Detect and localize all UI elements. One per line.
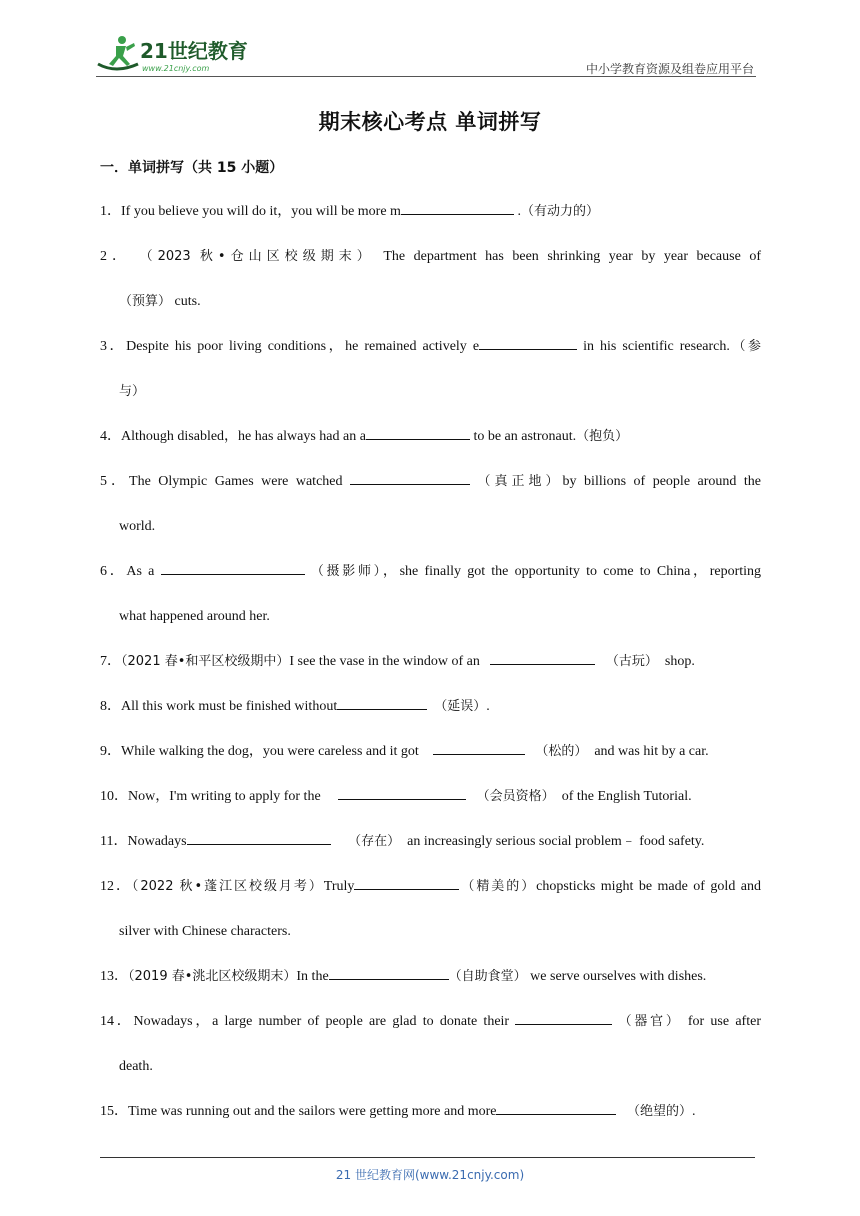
chinese-hint: （器官） (618, 1014, 682, 1029)
chinese-hint: （2022 秋•蓬江区校级月考） (131, 879, 324, 894)
chinese-hint: （真正地） (477, 474, 563, 489)
chinese-hint: （参 (729, 339, 761, 354)
question-4 (100, 414, 761, 459)
chinese-hint: 与） (119, 384, 146, 399)
question-line (100, 999, 761, 1044)
page-header (96, 34, 756, 78)
question-text: Truly (323, 879, 355, 894)
question-text: 2． (100, 249, 132, 264)
chinese-hint: （2019 春•洮北区校级期末） (128, 969, 297, 984)
question-text: shop. (664, 654, 695, 669)
answer-blank[interactable] (366, 426, 470, 440)
question-text: . (486, 699, 490, 714)
question-text: Although disabled，he has always had an a (121, 429, 366, 444)
question-line (100, 414, 761, 459)
question-6 (100, 549, 761, 639)
question-text: 13． (100, 969, 128, 984)
section-heading: 一．单词拼写（共 15 小题） (100, 160, 284, 176)
question-line (100, 504, 761, 549)
chinese-hint: （自助食堂） (448, 969, 527, 984)
chinese-hint: （古玩） (605, 654, 658, 669)
question-text: In the (296, 969, 329, 984)
question-text: world. (119, 519, 156, 534)
question-text: While walking the dog，you were careless and it got (121, 744, 419, 759)
chinese-hint: （存在） (348, 834, 401, 849)
answer-blank[interactable] (161, 561, 305, 575)
answer-blank[interactable] (329, 966, 449, 980)
question-7 (100, 639, 761, 684)
question-text: 1． (100, 204, 121, 219)
footer-source[interactable]: 21 世纪教育网(www.21cnjy.com) (335, 1168, 525, 1182)
question-text: If you believe you will do it，you will be more m (121, 204, 401, 219)
question-text: Now，I'm writing to apply for the (128, 789, 321, 804)
question-text: . (691, 1104, 696, 1119)
question-text: cuts. (171, 294, 201, 309)
chinese-hint: （精美的） (459, 879, 537, 894)
chinese-hint: （有动力的） (520, 204, 599, 219)
question-text: 3． (100, 339, 127, 354)
answer-blank[interactable] (338, 786, 466, 800)
question-line (100, 234, 761, 279)
question-text: 5． (100, 474, 130, 489)
question-text: of the English Tutorial. (561, 789, 692, 804)
question-text: I see the vase in the window of an (289, 654, 480, 669)
question-text: 8． (100, 699, 121, 714)
chinese-hint: （2021 春•和平区校级期中） (121, 654, 290, 669)
question-text: Nowadays，a large number of people are glad to donate their (133, 1014, 510, 1029)
question-line (100, 279, 761, 324)
question-14 (100, 999, 761, 1089)
question-line (100, 819, 761, 864)
chinese-hint: （2023 秋•仓山区校级期末） (139, 249, 375, 264)
question-12 (100, 864, 761, 954)
question-text: by billions of people around the (562, 474, 762, 489)
question-text: 10． (100, 789, 128, 804)
question-text: ，she finally got the opportunity to come to China，reporting (382, 564, 762, 579)
question-line (100, 594, 761, 639)
question-text: silver with Chinese characters. (119, 924, 291, 939)
question-text: All this work must be finished without (121, 699, 338, 714)
question-text: Nowadays (127, 834, 187, 849)
question-text: 12． (100, 879, 132, 894)
question-text: for use after (687, 1014, 761, 1029)
question-text: 9． (100, 744, 121, 759)
chinese-hint: （预算） (119, 294, 172, 309)
answer-blank[interactable] (350, 471, 470, 485)
question-text: chopsticks might be made of gold and (536, 879, 761, 894)
answer-blank[interactable] (490, 651, 595, 665)
question-13 (100, 954, 761, 999)
footer-divider (100, 1157, 755, 1158)
question-text: 15． (100, 1104, 128, 1119)
platform-name: 中小学教育资源及组卷应用平台 (585, 62, 754, 76)
answer-blank[interactable] (496, 1101, 616, 1115)
question-5 (100, 459, 761, 549)
question-text: and was hit by a car. (594, 744, 709, 759)
question-text: what happened around her. (119, 609, 270, 624)
question-text: 4． (100, 429, 121, 444)
question-text: 14． (100, 1014, 134, 1029)
question-line (100, 909, 761, 954)
answer-blank[interactable] (354, 876, 459, 890)
question-text: Time was running out and the sailors were getting more and more (128, 1104, 497, 1119)
answer-blank[interactable] (187, 831, 331, 845)
question-line (100, 954, 761, 999)
page-title: 期末核心考点 单词拼写 (318, 110, 542, 134)
question-line (100, 1089, 761, 1134)
question-text: The department has been shrinking year by year because of (383, 249, 762, 264)
question-1 (100, 189, 761, 234)
logo-icon (96, 34, 266, 74)
question-text: death. (119, 1059, 153, 1074)
question-text: Despite his poor living conditions，he remained actively e (126, 339, 480, 354)
question-11 (100, 819, 761, 864)
question-10 (100, 774, 761, 819)
answer-blank[interactable] (515, 1011, 612, 1025)
question-line (100, 729, 761, 774)
question-text: in his scientific research. (577, 339, 730, 354)
question-text: 11． (100, 834, 128, 849)
answer-blank[interactable] (433, 741, 525, 755)
question-text: As a (126, 564, 155, 579)
question-15 (100, 1089, 761, 1134)
chinese-hint: （松的） (535, 744, 588, 759)
question-text: The Olympic Games were watched (129, 474, 343, 489)
answer-blank[interactable] (479, 336, 577, 350)
chinese-hint: （摄影师） (310, 564, 383, 579)
question-line (100, 369, 761, 414)
question-3 (100, 324, 761, 414)
logo-text: 21世纪教育 (140, 39, 248, 63)
question-8 (100, 684, 761, 729)
chinese-hint: （延误） (434, 699, 487, 714)
question-line (100, 549, 761, 594)
answer-blank[interactable] (337, 696, 427, 710)
question-line (100, 324, 761, 369)
header-divider (96, 76, 756, 77)
question-text: . (513, 204, 521, 219)
question-line (100, 459, 761, 504)
question-text: 6． (100, 564, 127, 579)
question-line (100, 864, 761, 909)
question-text: 7． (100, 654, 121, 669)
chinese-hint: （抱负） (576, 429, 629, 444)
answer-blank[interactable] (401, 201, 514, 215)
question-line (100, 684, 761, 729)
question-line (100, 1044, 761, 1089)
question-text: we serve ourselves with dishes. (530, 969, 707, 984)
chinese-hint: （绝望的） (626, 1104, 692, 1119)
logo-url: www.21cnjy.com (142, 64, 210, 73)
question-line (100, 639, 761, 684)
question-9 (100, 729, 761, 774)
chinese-hint: （会员资格） (476, 789, 555, 804)
question-line (100, 774, 761, 819)
question-text: an increasingly serious social problem﹣ food safety. (407, 834, 705, 849)
question-text: to be an astronaut. (469, 429, 577, 444)
question-2 (100, 234, 761, 324)
question-line (100, 189, 761, 234)
